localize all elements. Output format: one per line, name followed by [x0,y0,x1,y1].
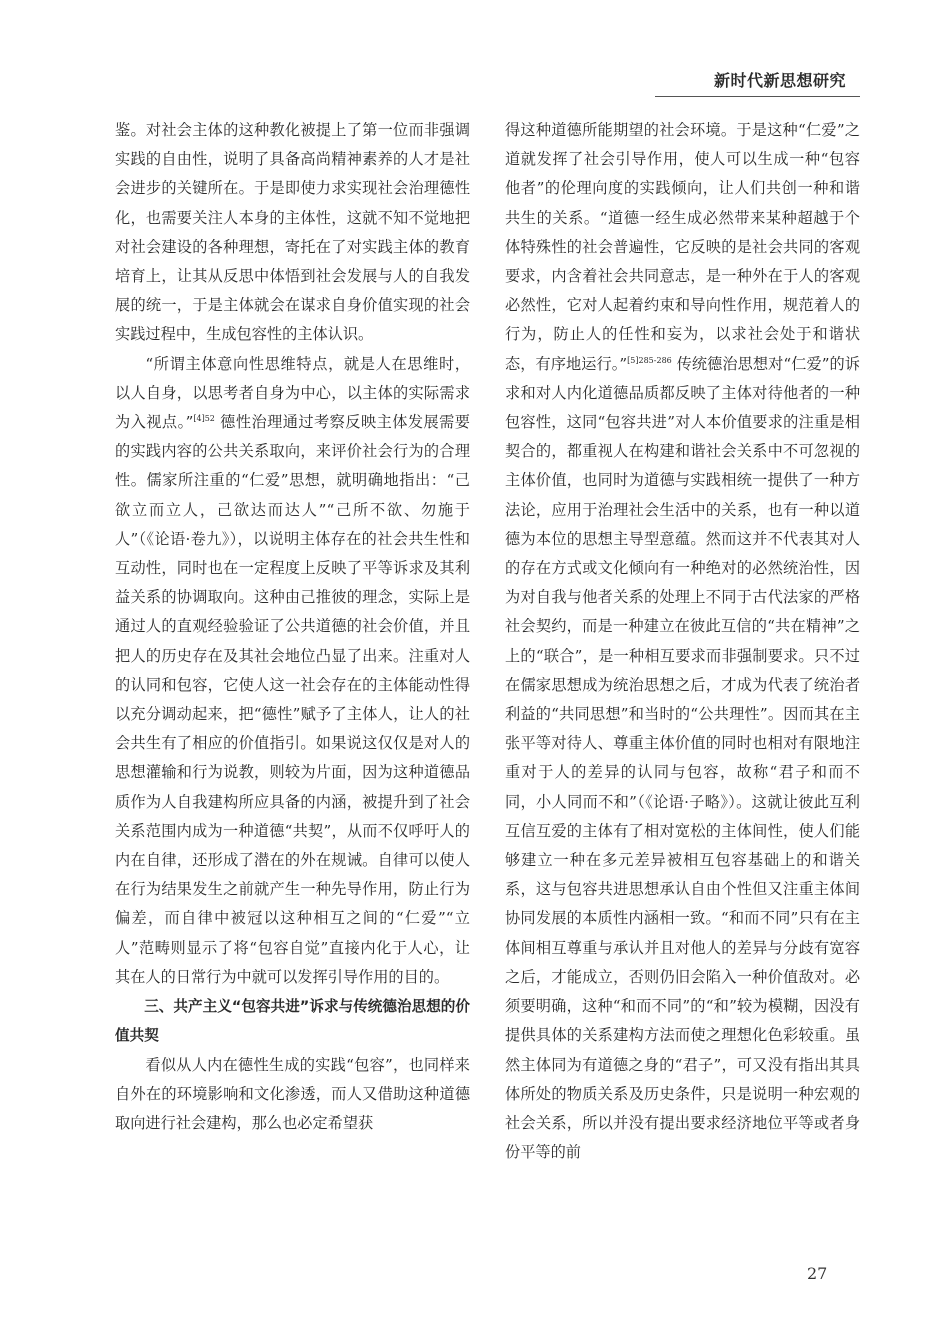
section-heading: 三、共产主义“包容共进”诉求与传统德治思想的价值共契 [115,998,470,1045]
paragraph [115,350,470,992]
left-column [115,116,470,1138]
paragraph: 看似从人内在德性生成的实践“包容”，也同样来自外在的环境影响和文化渗透，而人又借助这种道德取向进行社会建构，那么也必定希望获 [115,1055,470,1132]
quotation-text: “所谓主体意向性思维特点，就是人在思维时，以人自身，以思考者自身为中心，以主体的实际需求为入视点。” [115,354,470,432]
paragraph: 鉴。对社会主体的这种教化被提上了第一位而非强调实践的自由性，说明了具备高尚精神素养的人才是社会进步的关键所在。于是即使力求实现社会治理德性化，也需要关注人本身的主体性，这就不知不觉地把对社会建设的各种理想，寄托在了对实践主体的教育培育上，让其从反思中体悟到社会发展与人的自我发展的统一，于是主体就会在谋求自身价值实现的社会实践过程中，生成包容性的主体认识。 [115,121,470,344]
right-column [505,116,860,1167]
paragraph-text: 传统德治思想对“仁爱”的诉求和对人内化道德品质都反映了主体对待他者的一种包容性，这同“包容共进”对人本价值要求的注重是相契合的，都重视人在构建和谐社会关系中不可忽视的主体价值，也同时为道德与实践相统一提供了一种方法论，应用于治理社会生活中的关系，也有一种以道德为本位的思想主导型意蕴。然而这并不代表其对人的存在方式或文化倾向有一种绝对的必然统治性，因为对自我与他者关系的处理上不同于古代法家的严格社会契约，而是一种建立在彼此互信的“共在精神”之上的“联合”，是一种相互要求而非强制要求。只不过在儒家思想成为统治思想之后，才成为代表了统治者利益的“共同思想”和当时的“公共理性”。因而其在主张平等对待人、尊重主体价值的同时也相对有限地注重对于人的差异的认同与包容，故称“君子和而不同，小人同而不和”（《论语·子略》）。这就让彼此互利互信互爱的主体有了相对宽松的主体间性，使人们能够建立一种在多元差异被相互包容基础上的和谐关系，这与包容共进思想承认自由个性但又注重主体间协同发展的本质性内涵相一致。“和而不同”只有在主体间相互尊重与承认并且对他人的差异与分歧有宽容之后，才能成立，否则仍旧会陷入一种价值敌对。必须要明确，这种“和而不同”的“和”较为模糊，因没有提供具体的关系建构方法而使之理想化色彩较重。虽然主体同为有道德之身的“君子”，可又没有指出其具体所处的物质关系及历史条件，只是说明一种宏观的社会关系，所以并没有提出要求经济地位平等或者身份平等的前 [505,354,860,1162]
paragraph-text: 德性治理通过考察反映主体发展需要的实践内容的公共关系取向，来评价社会行为的合理性。儒家所注重的“仁爱”思想，就明确地指出：“己欲立而立人，己欲达而达人”“己所不欲、勿施于人”（《论语·卷九》），以说明主体存在的社会共生性和互动性，同时也在一定程度上反映了平等诉求及其利益关系的协调取向。这种由己推彼的理念，实际上是通过人的直观经验验证了公共道德的社会价值，并且把人的历史存在及其社会地位凸显了出来。注重对人的认同和包容，它使人这一社会存在的主体能动性得以充分调动起来，把“德性”赋予了主体人，让人的社会共生有了相应的价值指引。如果说这仅仅是对人的思想灌输和行为说教，则较为片面，因为这种道德品质作为人自我建构所应具备的内涵，被提升到了社会关系范围内成为一种道德“共契”，从而不仅呼吁人的内在自律，还形成了潜在的外在规诫。自律可以使人在行为结果发生之前就产生一种先导作用，防止行为偏差，而自律中被冠以这种相互之间的“仁爱”“立人”范畴则显示了将“包容自觉”直接内化于人心，让其在人的日常行为中就可以发挥引导作用的目的。 [115,413,470,986]
page-number: 27 [807,1264,828,1283]
journal-section-title: 新时代新思想研究 [713,71,846,90]
citation-ref: [5]285-286 [627,355,672,365]
citation-ref: [4]52 [193,413,215,423]
paragraph-text: 得这种道德所能期望的社会环境。于是这种“仁爱”之道就发挥了社会引导作用，使人可以生成一种“包容他者”的伦理向度的实践倾向，让人们共创一种和谐共生的关系。“道德一经生成必然带来某种超越于个体特殊性的社会普遍性，它反映的是社会共同的客观要求，内含着社会共同意志，是一种外在于人的客观必然性，它对人起着约束和导向性作用，规范着人的行为，防止人的任性和妄为，以求社会处于和谐状态，有序地运行。” [505,121,860,373]
running-header [655,66,860,97]
paragraph [505,116,860,1167]
